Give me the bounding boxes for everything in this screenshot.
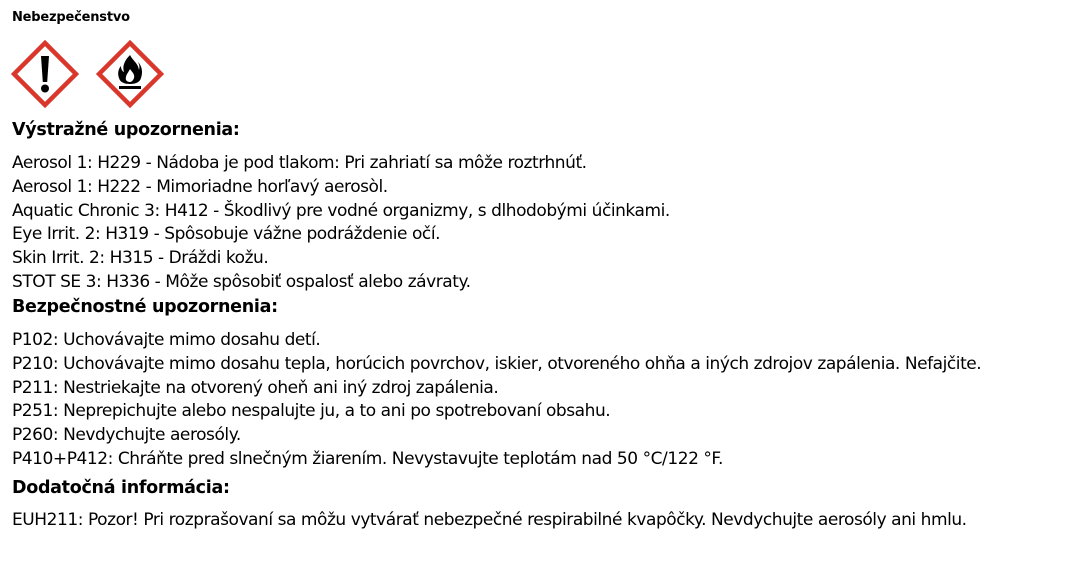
hazard-statement: Aerosol 1: H222 - Mimoriadne horľavý aerosòl. — [12, 176, 388, 197]
ghs07-exclamation-icon — [11, 40, 79, 108]
hazard-statement: Eye Irrit. 2: H319 - Spôsobuje vážne podráždenie očí. — [12, 224, 441, 245]
precautionary-statement: P251: Neprepichujte alebo nespalujte ju, a to ani po spotrebovaní obsahu. — [12, 401, 611, 422]
precautionary-statement: P410+P412: Chráňte pred slnečným žiarením. Nevystavujte teplotám nad 50 °C/122 °F. — [12, 448, 723, 469]
pictogram-row — [11, 40, 164, 108]
precautionary-statements-title: Bezpečnostné upozornenia: — [12, 297, 278, 317]
hazard-statement: Aerosol 1: H229 - Nádoba je pod tlakom: Pri zahriatí sa môže roztrhnúť. — [12, 153, 587, 173]
hazard-statement: Skin Irrit. 2: H315 - Dráždi kožu. — [12, 248, 269, 269]
precautionary-statement: P102: Uchovávajte mimo dosahu detí. — [12, 330, 321, 350]
precautionary-statement: P260: Nevdychujte aerosóly. — [12, 425, 241, 446]
precautionary-statement: P210: Uchovávajte mimo dosahu tepla, horúcich povrchov, iskier, otvoreného ohňa a iných zdrojov zapálenia. Nefajčite. — [12, 353, 982, 374]
additional-info-title: Dodatočná informácia: — [12, 478, 230, 498]
hazard-statements-title: Výstražné upozornenia: — [12, 120, 240, 140]
hazard-statements-list — [12, 152, 670, 295]
ghs02-flame-icon — [96, 40, 164, 108]
signal-word: Nebezpečenstvo — [12, 10, 130, 25]
precautionary-statement: P211: Nestriekajte na otvorený oheň ani iný zdroj zapálenia. — [12, 377, 499, 398]
hazard-statement: Aquatic Chronic 3: H412 - Škodlivý pre vodné organizmy, s dlhodobými účinkami. — [12, 200, 670, 221]
additional-info-list — [12, 509, 967, 533]
precautionary-statements-list — [12, 329, 981, 472]
additional-info-statement: EUH211: Pozor! Pri rozprašovaní sa môžu vytvárať nebezpečné respirabilné kvapôčky. Nevdychujte aerosóly ani hmlu. — [12, 510, 967, 530]
hazard-statement: STOT SE 3: H336 - Môže spôsobiť ospalosť alebo závraty. — [12, 271, 471, 292]
